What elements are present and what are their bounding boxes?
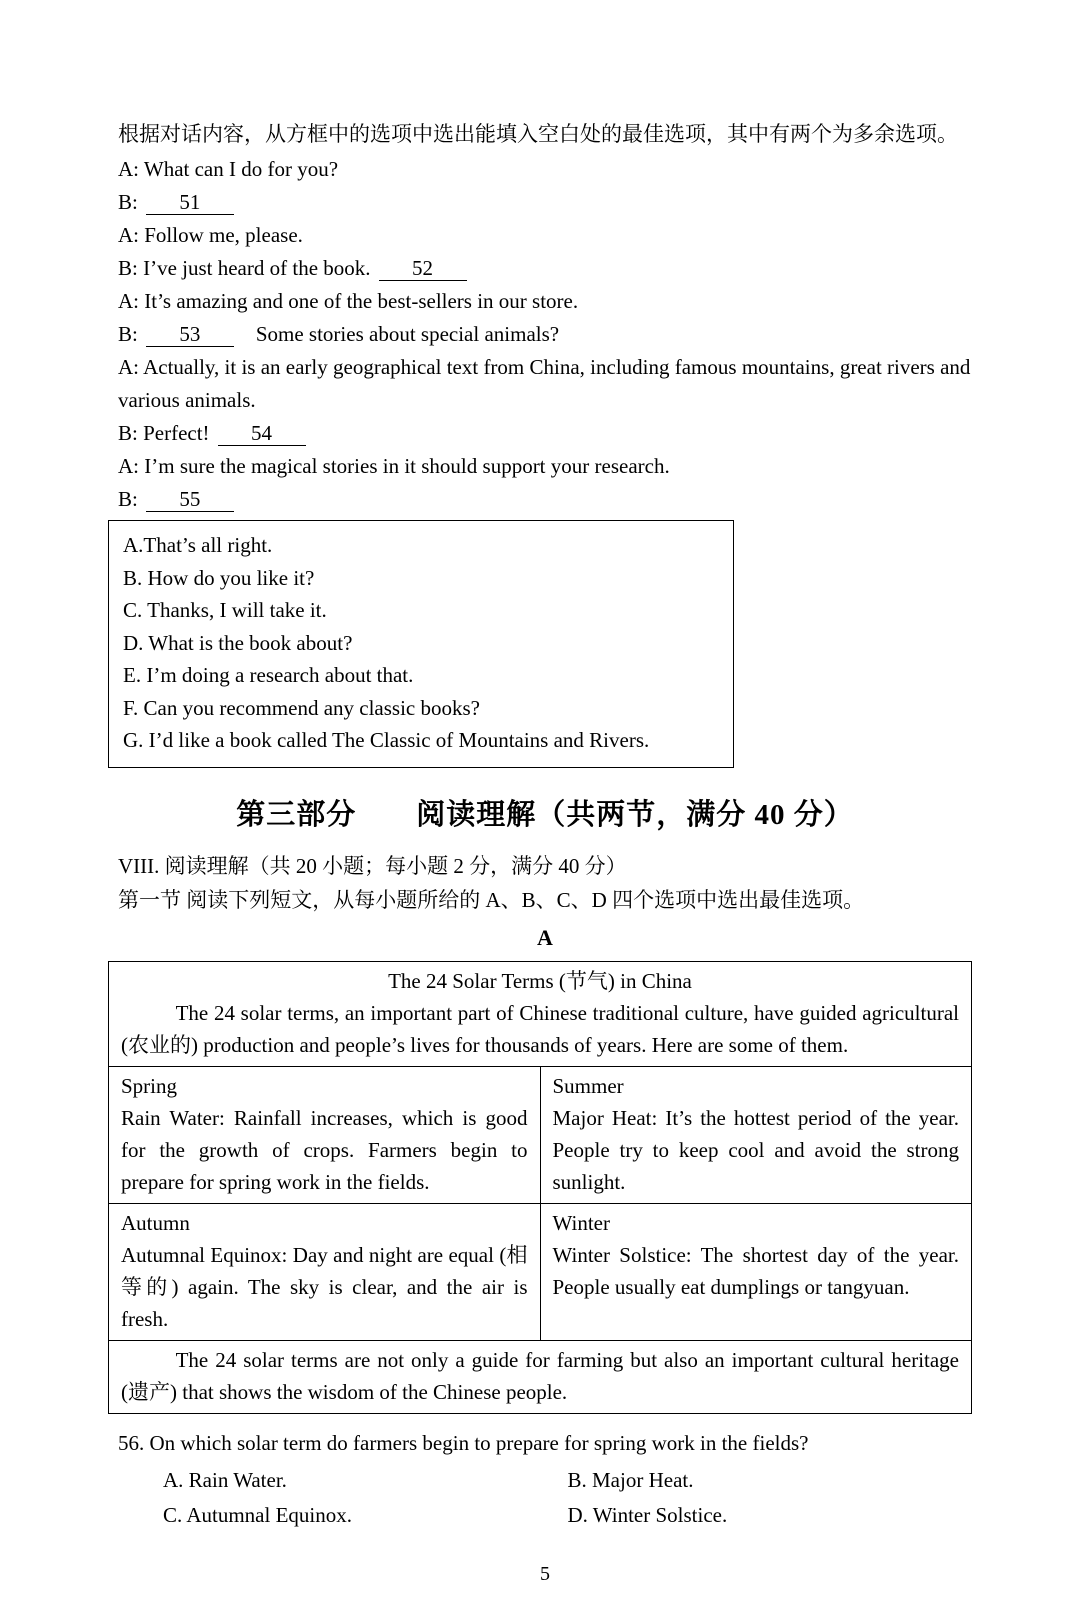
option-e: E. I’m doing a research about that.: [123, 663, 414, 687]
dialogue-cloze-section: [118, 118, 972, 768]
spring-cell: [109, 1066, 541, 1203]
table-row: [109, 961, 972, 1066]
answer-blank-51: 51: [146, 190, 234, 215]
dialogue-line: [118, 417, 972, 450]
passage-label-a: A: [537, 924, 553, 950]
winter-cell: [540, 1203, 972, 1340]
table-footer-text: The 24 solar terms are not only a guide for farming but also an important cultural heritage (遗产) that shows the wisdom of the Chinese people.: [121, 1347, 959, 1404]
options-box: [108, 520, 734, 768]
q56-option-b: B. Major Heat.: [567, 1467, 694, 1492]
q56-option-d: D. Winter Solstice.: [567, 1502, 728, 1527]
season-text: Autumnal Equinox: Day and night are equal (相等的) again. The sky is clear, and the air is fresh.: [121, 1242, 528, 1331]
dialogue-text: A: It’s amazing and one of the best-sellers in our store.: [118, 289, 579, 313]
dialogue-line: [118, 153, 972, 186]
dialogue-text: B:: [118, 190, 138, 214]
dialogue-text: B:: [118, 322, 138, 346]
dialogue-text: Some stories about special animals?: [255, 322, 560, 346]
table-row: [109, 1340, 972, 1413]
part-three-title: 第三部分 阅读理解（共两节，满分 40 分）: [236, 798, 854, 831]
autumn-cell: [109, 1203, 541, 1340]
dialogue-text: B: I’ve just heard of the book.: [118, 256, 371, 280]
option-b: B. How do you like it?: [123, 565, 315, 590]
section-viii-heading: VIII. 阅读理解（共 20 小题；每小题 2 分，满分 40 分）: [118, 853, 627, 878]
dialogue-text: B: Perfect!: [118, 421, 210, 445]
option-c: C. Thanks, I will take it.: [123, 598, 327, 622]
answer-blank-55: 55: [146, 487, 234, 512]
season-text: Major Heat: It’s the hottest period of the year. People try to keep cool and avoid the strong sunlight.: [552, 1105, 959, 1194]
season-name: Summer: [552, 1073, 624, 1098]
summer-cell: [540, 1066, 972, 1203]
dialogue-text: A: Actually, it is an early geographical text from China, including famous mountains, great rivers and various animals.: [118, 355, 971, 412]
answer-blank-54: 54: [218, 421, 306, 446]
solar-terms-table: [108, 961, 972, 1414]
season-text: Winter Solstice: The shortest day of the year. People usually eat dumplings or tangyuan.: [552, 1242, 959, 1299]
dialogue-text: A: I’m sure the magical stories in it should support your research.: [118, 454, 670, 478]
table-intro-text: The 24 solar terms, an important part of Chinese traditional culture, have guided agricultural (农业的) production and people’s lives for thousands of years. Here are some of them.: [121, 1000, 959, 1057]
dialogue-text: B:: [118, 487, 138, 511]
answer-blank-53: 53: [146, 322, 234, 347]
dialogue-line: [118, 483, 972, 516]
q56-option-c: C. Autumnal Equinox.: [163, 1502, 352, 1527]
dialogue-line: [118, 318, 972, 351]
dialogue-line: [118, 186, 972, 219]
dialogue-line: [118, 285, 972, 318]
dialogue-line: [118, 219, 972, 252]
option-f: F. Can you recommend any classic books?: [123, 695, 480, 720]
dialogue-line: [118, 252, 972, 285]
table-title: The 24 Solar Terms (节气) in China: [388, 968, 692, 993]
dialogue-line: [118, 450, 972, 483]
option-d: D. What is the book about?: [123, 630, 353, 655]
table-footer-cell: [109, 1340, 972, 1413]
page-number: 5: [540, 1562, 550, 1585]
option-a: A.That’s all right.: [123, 533, 273, 557]
season-name: Spring: [121, 1073, 178, 1098]
option-g: G. I’d like a book called The Classic of Mountains and Rivers.: [123, 728, 650, 752]
q56-option-a: A. Rain Water.: [163, 1467, 287, 1492]
table-intro-cell: [109, 961, 972, 1066]
dialogue-text: A: What can I do for you?: [118, 157, 339, 181]
cloze-instruction: 根据对话内容，从方框中的选项中选出能填入空白处的最佳选项，其中有两个为多余选项。: [118, 122, 958, 146]
season-name: Autumn: [121, 1210, 190, 1235]
section-one-note: 第一节 阅读下列短文，从每小题所给的 A、B、C、D 四个选项中选出最佳选项。: [118, 887, 865, 912]
answer-blank-52: 52: [379, 256, 467, 281]
question-56-stem: 56. On which solar term do farmers begin to prepare for spring work in the fields?: [118, 1430, 809, 1455]
table-row: [109, 1066, 972, 1203]
table-row: [109, 1203, 972, 1340]
dialogue-text: A: Follow me, please.: [118, 223, 303, 247]
season-name: Winter: [552, 1210, 610, 1235]
season-text: Rain Water: Rainfall increases, which is good for the growth of crops. Farmers begin to prepare for spring work in the fields.: [121, 1105, 528, 1194]
question-56-options: [118, 1464, 972, 1533]
dialogue-line: [118, 351, 972, 417]
